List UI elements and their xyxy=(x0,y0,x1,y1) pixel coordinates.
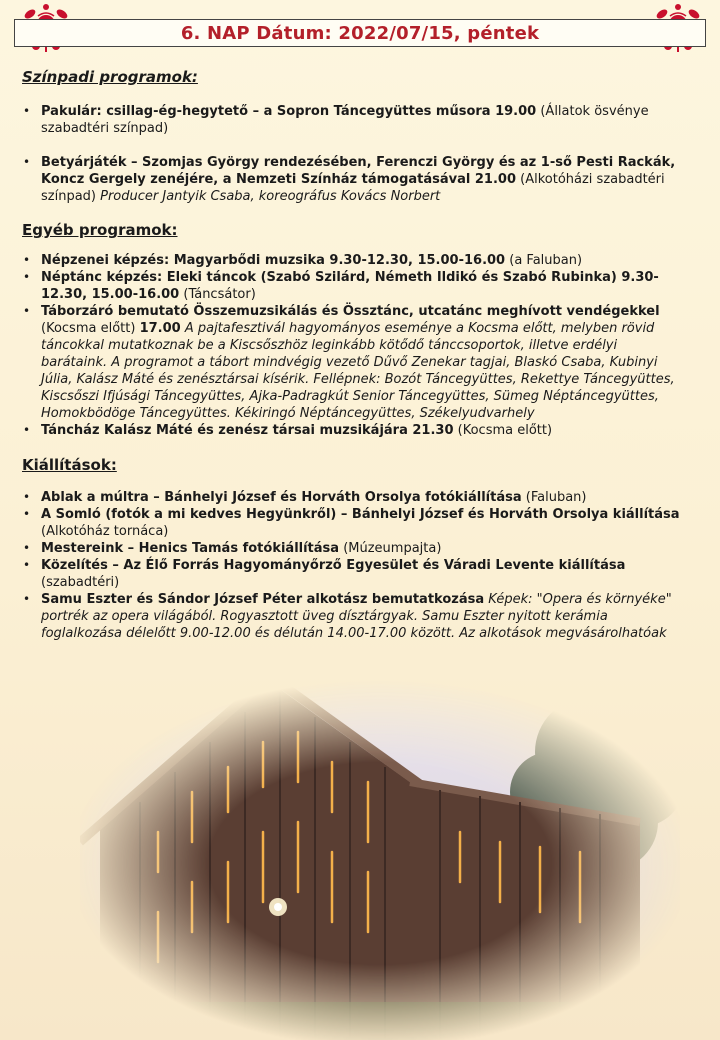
item-location: (a Faluban) xyxy=(505,253,583,268)
item-time: 17.00 xyxy=(139,321,181,336)
item-title: Samu Eszter és Sándor József Péter alkotász bemutatkozása xyxy=(41,592,485,607)
list-item xyxy=(22,506,682,540)
item-title: Táborzáró bemutató Összemuzsikálás és Össztánc, utcatánc meghívott vendégekkel xyxy=(41,304,660,319)
item-location: (Kocsma előtt) xyxy=(41,321,140,336)
item-location: (Alkotóház tornáca) xyxy=(41,524,169,539)
item-location: (Kocsma előtt) xyxy=(453,423,553,438)
list-item xyxy=(22,103,682,137)
list-item xyxy=(22,154,682,205)
item-title: Népzenei képzés: Magyarbődi muzsika 9.30-12.30, 15.00-16.00 xyxy=(41,253,506,268)
item-location: (Faluban) xyxy=(521,490,587,505)
list-item xyxy=(22,489,682,506)
item-title: Mestereink – Henics Tamás fotókiállítása xyxy=(41,541,340,556)
bullet-icon: • xyxy=(23,304,31,318)
other-programs-heading: Egyéb programok: xyxy=(22,221,178,239)
page-title: 6. NAP Dátum: 2022/07/15, péntek xyxy=(180,22,540,44)
list-item xyxy=(22,252,682,269)
bullet-icon: • xyxy=(23,592,31,606)
item-note: Producer Jantyik Csaba, koreográfus Kovács Norbert xyxy=(100,189,441,204)
item-note: A pajtafesztivál hagyományos eseménye a Kocsma előtt, melyben rövid táncokkal mutatkoznak be a Kiscsőszhöz leginkább kötődő tánccsoportok, illetve erdélyi barátaink. A programot a tábort mindvégig vezető Dűvő Zenekar tagjai, Blaskó Csaba, Kubinyi Júlia, Kalász Máté és zenésztársai kísérik. Fellépnek: Bozót Táncegyüttes, Rekettye Táncegyüttes, Kiscsőszi Ifjúsági Táncegyüttes, Ajka-Padragkút Senior Táncegyüttes, Sümeg Néptáncegyüttes, Homokbödöge Táncegyüttes. Kékiringó Néptáncegyüttes, Székelyudvarhely xyxy=(41,321,675,421)
bullet-icon: • xyxy=(23,155,31,169)
item-title: Néptánc képzés: Eleki táncok (Szabó Szilárd, Németh Ildikó és Szabó Rubinka) 9.30-12.30, 15.00-16.00 xyxy=(41,270,659,302)
item-location: (Alkotóházi szabadtéri színpad) xyxy=(41,172,665,204)
item-title: Ablak a múltra – Bánhelyi József és Horváth Orsolya fotókiállítása xyxy=(41,490,522,505)
item-title: A Somló (fotók a mi kedves Hegyünkről) – Bánhelyi József és Horváth Orsolya kiállítása xyxy=(41,507,680,522)
list-item xyxy=(22,303,682,422)
exhibitions-list xyxy=(22,489,682,642)
barn-photo xyxy=(80,672,680,1040)
item-title: Közelítés – Az Élő Forrás Hagyományőrző Egyesület és Váradi Levente kiállítása xyxy=(41,558,626,573)
bullet-icon: • xyxy=(23,490,31,504)
exhibitions-heading: Kiállítások: xyxy=(22,456,117,474)
bullet-icon: • xyxy=(23,558,31,572)
bullet-icon: • xyxy=(23,541,31,555)
program-content xyxy=(22,66,682,642)
stage-programs-list xyxy=(22,103,682,205)
bullet-icon: • xyxy=(23,507,31,521)
item-title: Pakulár: csillag-ég-hegytető – a Sopron Táncegyüttes műsora 19.00 xyxy=(41,104,537,119)
list-item xyxy=(22,557,682,591)
bullet-icon: • xyxy=(23,423,31,437)
list-item xyxy=(22,591,682,642)
item-location: (Múzeumpajta) xyxy=(339,541,442,556)
bullet-icon: • xyxy=(23,104,31,118)
list-item xyxy=(22,422,682,439)
stage-programs-heading: Színpadi programok: xyxy=(22,68,198,86)
header-box xyxy=(14,19,706,47)
bullet-icon: • xyxy=(23,253,31,267)
list-item xyxy=(22,269,682,303)
list-item xyxy=(22,540,682,557)
item-location: (Állatok ösvénye szabadtéri színpad) xyxy=(41,104,649,136)
item-title: Betyárjáték – Szomjas György rendezésében, Ferenczi György és az 1-ső Pesti Rackák, Koncz Gergely zenéjére, a Nemzeti Színház támogatásával 21.00 xyxy=(41,155,676,187)
bullet-icon: • xyxy=(23,270,31,284)
other-programs-list xyxy=(22,252,682,439)
item-location: (szabadtéri) xyxy=(41,575,120,590)
item-location: (Táncsátor) xyxy=(179,287,256,302)
item-note: Képek: "Opera és környéke" portrék az opera világából. Rogyasztott üveg dísztárgyak. Samu Eszter nyitott kerámia foglalkozása délelőtt 9.00-12.00 és délután 14.00-17.00 között. Az alkotások megvásárolhatóak xyxy=(41,592,672,641)
item-title: Táncház Kalász Máté és zenész társai muzsikájára 21.30 xyxy=(41,423,454,438)
